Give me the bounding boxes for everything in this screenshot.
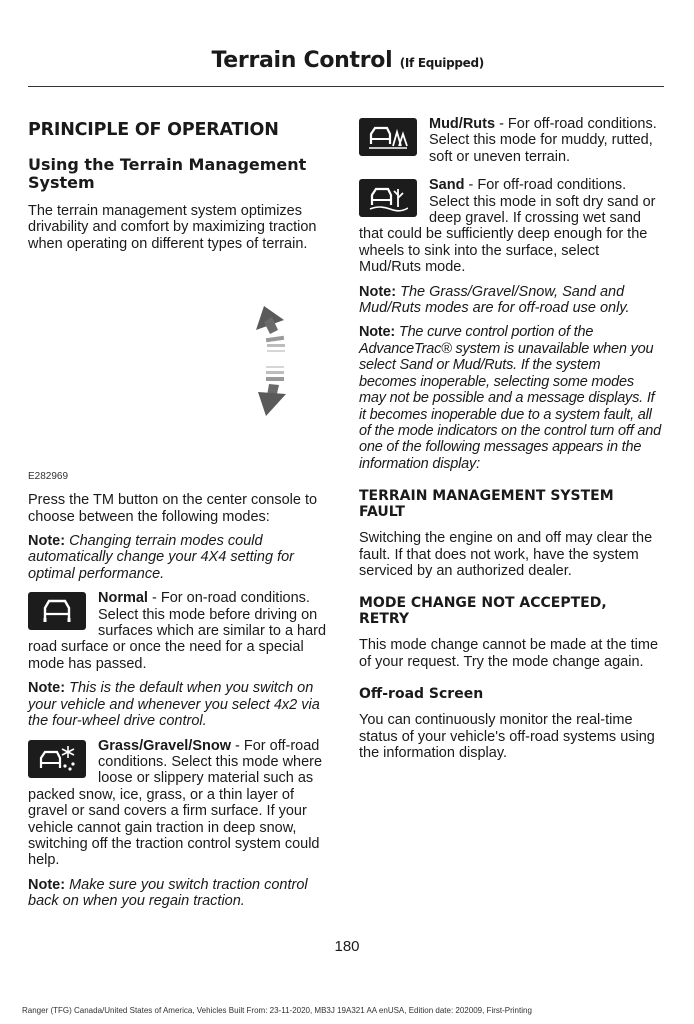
mode-change-message-text: This mode change cannot be made at the time of your request. Try the mode change again.: [359, 637, 659, 670]
page-number: 180: [334, 938, 360, 955]
mode-sand: [359, 177, 661, 275]
grass-mode-text: - For off-road conditions. Select this mode where loose or slippery material such as packed snow, ice, grass, or a thin layer of gravel or sand covers a firm surface. If your vehicle cannot gain traction in deep snow, switching off the traction control system could help.: [28, 737, 323, 869]
right-column: [359, 116, 661, 769]
figure-code: E282969: [28, 471, 69, 483]
offroad-screen-title: Off-road Screen: [359, 686, 484, 703]
section-title: PRINCIPLE OF OPERATION: [28, 120, 279, 140]
sand-mode-icon-box: [359, 179, 417, 217]
vehicle-front-icon: [37, 596, 77, 626]
note-label: Note:: [28, 680, 66, 697]
mud-ruts-vehicle-icon: [368, 122, 408, 152]
note-label: Note:: [28, 876, 66, 893]
note-offroad-only: [359, 284, 661, 317]
grass-mode-icon-box: [28, 740, 86, 778]
note-label: Note:: [359, 324, 396, 341]
note-text: The Grass/Gravel/Snow, Sand and Mud/Ruts modes are for off-road use only.: [359, 283, 630, 317]
sand-vehicle-icon: [368, 183, 408, 213]
note-text: Changing terrain modes could automatically change your 4X4 setting for optimal performance.: [28, 533, 294, 582]
note-curve-control: [359, 324, 661, 472]
fault-message-title: TERRAIN MANAGEMENT SYSTEM FAULT: [359, 488, 614, 521]
tm-button-figure: [28, 260, 330, 482]
normal-mode-title: Normal: [98, 590, 148, 607]
note-traction-control: [28, 877, 330, 910]
mud-mode-text: - For off-road conditions. Select this mode for muddy, rutted, soft or uneven terrain.: [429, 116, 657, 165]
subsection-title: Using the Terrain Management System: [28, 155, 307, 192]
up-down-arrows-icon: [250, 300, 300, 420]
intro-paragraph: The terrain management system optimizes drivability and comfort by maximizing traction when operating on different types of terrain.: [28, 203, 317, 252]
header-title: Terrain Control: [211, 48, 393, 73]
sand-mode-title: Sand: [429, 177, 465, 194]
note-text: Make sure you switch traction control back on when you regain traction.: [28, 876, 308, 910]
left-column: [28, 112, 330, 918]
mud-mode-icon-box: [359, 118, 417, 156]
mud-mode-title: Mud/Ruts: [429, 116, 496, 132]
normal-mode-icon-box: [28, 592, 86, 630]
normal-mode-text: - For on-road conditions. Select this mode before driving on surfaces which are similar to a hard road surface or once the need for a special mode has passed.: [28, 590, 327, 672]
page-footer: Ranger (TFG) Canada/United States of America, Vehicles Built From: 23-11-2020, MB3J 19A321 AA enUSA, Edition date: 202009, First-Printing: [22, 1006, 532, 1015]
mode-change-message-title: MODE CHANGE NOT ACCEPTED, RETRY: [359, 595, 607, 628]
mode-normal: [28, 590, 330, 672]
header-subtitle: (If Equipped): [399, 56, 484, 70]
press-paragraph: Press the TM button on the center console to choose between the following modes:: [28, 492, 318, 525]
offroad-screen-text: You can continuously monitor the real-time status of your vehicle's off-road systems using the information display.: [359, 712, 655, 761]
note-text: The curve control portion of the AdvanceTrac® system is unavailable when you select Sand or Mud/Ruts. If the system becomes inoperable, selecting some modes may not be possible and a message displays. If it becomes inoperable due to a system fault, all of the mode indicators on the control turn off and one of the following messages appears in the information display:: [359, 324, 661, 472]
note-label: Note:: [28, 533, 66, 550]
note-text: This is the default when you switch on your vehicle and whenever you select 4x2 via the four-wheel drive control.: [28, 680, 320, 730]
mode-grass-gravel-snow: [28, 738, 330, 869]
sand-mode-text: - For off-road conditions. Select this mode in soft dry sand or deep gravel. If crossing wet sand that could be sufficiently deep enough for the wheels to sink into the surface, select Mud/Ruts mode.: [359, 177, 656, 276]
note-default-mode: [28, 680, 330, 729]
note-label: Note:: [359, 283, 397, 300]
mode-mud-ruts: [359, 116, 661, 165]
snowflake-vehicle-icon: [37, 744, 77, 774]
fault-message-text: Switching the engine on and off may clear the fault. If that does not work, have the system serviced by an authorized dealer.: [359, 530, 653, 579]
grass-mode-title: Grass/Gravel/Snow: [98, 737, 231, 754]
note-changing-modes: [28, 533, 330, 582]
page-header: [211, 48, 484, 73]
header-rule: [28, 86, 664, 87]
